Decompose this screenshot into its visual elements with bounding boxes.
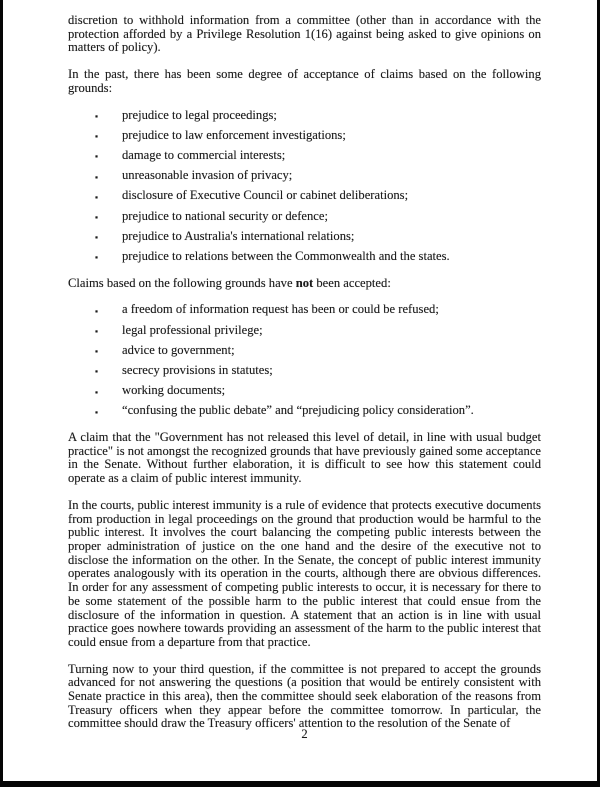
paragraph-claim-assessment: A claim that the "Government has not released this level of detail, in line with usual budget practice" is not amongst the recognized grounds that have previously gained some acceptance in the Senate. Without further elaboration, it is difficult to see how this statement could operate as a claim of public interest immunity. xyxy=(68,430,541,486)
paragraph-past-acceptance: In the past, there has been some degree of acceptance of claims based on the following grounds: xyxy=(68,67,541,95)
list-item xyxy=(68,129,541,143)
list-item-text: secrecy provisions in statutes; xyxy=(122,362,273,377)
square-bullet-icon: ▪ xyxy=(95,346,99,357)
list-item xyxy=(68,324,541,338)
list-item-text: advice to government; xyxy=(122,342,235,357)
page-number: 2 xyxy=(301,727,308,741)
scan-edge-right-line xyxy=(597,0,600,787)
scan-edge-bottom-bar xyxy=(0,781,600,787)
list-item xyxy=(68,210,541,224)
list-item-text: a freedom of information request has been or could be refused; xyxy=(122,302,439,317)
paragraph-claims-not-accepted xyxy=(68,277,541,291)
claims-not-accepted-before: Claims based on the following grounds have xyxy=(68,275,296,290)
square-bullet-icon: ▪ xyxy=(95,366,99,377)
list-item-text: “confusing the public debate” and “prejudicing policy consideration”. xyxy=(122,403,474,418)
list-item xyxy=(68,109,541,123)
list-item xyxy=(68,404,541,418)
square-bullet-icon: ▪ xyxy=(95,151,99,162)
list-item xyxy=(68,189,541,203)
list-item-text: disclosure of Executive Council or cabinet deliberations; xyxy=(122,188,409,203)
paragraph-intro-continuation: discretion to withhold information from a committee (other than in accordance with the protection afforded by a Privilege Resolution 1(16) against being asked to give opinions on matters of policy). xyxy=(68,13,541,55)
square-bullet-icon: ▪ xyxy=(95,406,99,417)
claims-not-accepted-bold-word: not xyxy=(295,275,314,290)
list-item xyxy=(68,169,541,183)
list-item-text: legal professional privilege; xyxy=(122,322,263,337)
square-bullet-icon: ▪ xyxy=(95,386,99,397)
list-item-text: prejudice to Australia's international relations; xyxy=(122,228,355,243)
paragraph-courts-immunity: In the courts, public interest immunity is a rule of evidence that protects executive documents from production in legal proceedings on the ground that production would be harmful to the public interest. It involves the court balancing the competing public interests between the proper administration of justice on the one hand and the desire of the executive not to disclose the information on the other. In the Senate, the concept of public interest immunity operates analogously with its operation in the courts, although there are obvious differences. In order for any assessment of competing public interests to occur, it is necessary for there to be some statement of the possible harm to the public interest that could ensue from the disclosure of the information in question. A statement that an action is in line with usual practice goes nowhere towards providing an assessment of the harm to the public interest that could ensue from a departure from that practice. xyxy=(68,497,541,649)
list-item xyxy=(68,384,541,398)
square-bullet-icon: ▪ xyxy=(95,252,99,263)
list-item xyxy=(68,250,541,264)
list-item-text: prejudice to national security or defence; xyxy=(122,208,328,223)
list-item xyxy=(68,344,541,358)
square-bullet-icon: ▪ xyxy=(95,305,99,316)
square-bullet-icon: ▪ xyxy=(95,212,99,223)
square-bullet-icon: ▪ xyxy=(95,232,99,243)
list-item xyxy=(68,230,541,244)
list-item xyxy=(68,149,541,163)
list-item-text: prejudice to legal proceedings; xyxy=(122,107,277,122)
paragraph-third-question: Turning now to your third question, if the committee is not prepared to accept the grounds advanced for not answering the questions (a position that would be entirely consistent with Senate practice in this area), then the committee should seek elaboration of the reasons from Treasury officers when they appear before the committee tomorrow. In particular, the committee should draw the Treasury officers' attention to the resolution of the Senate of xyxy=(68,661,541,731)
square-bullet-icon: ▪ xyxy=(95,191,99,202)
list-item xyxy=(68,303,541,317)
list-item-text: working documents; xyxy=(122,383,226,398)
list-item-text: prejudice to relations between the Commonwealth and the states. xyxy=(122,248,450,263)
square-bullet-icon: ▪ xyxy=(95,171,99,182)
square-bullet-icon: ▪ xyxy=(95,326,99,337)
claims-not-accepted-after: been accepted: xyxy=(313,275,391,290)
accepted-grounds-list xyxy=(68,109,541,264)
scan-edge-left-bar xyxy=(0,0,3,787)
list-item xyxy=(68,364,541,378)
list-item-text: damage to commercial interests; xyxy=(122,147,286,162)
square-bullet-icon: ▪ xyxy=(95,111,99,122)
list-item-text: prejudice to law enforcement investigations; xyxy=(122,127,346,142)
document-body xyxy=(68,14,541,744)
list-item-text: unreasonable invasion of privacy; xyxy=(122,168,293,183)
not-accepted-grounds-list xyxy=(68,303,541,418)
square-bullet-icon: ▪ xyxy=(95,131,99,142)
